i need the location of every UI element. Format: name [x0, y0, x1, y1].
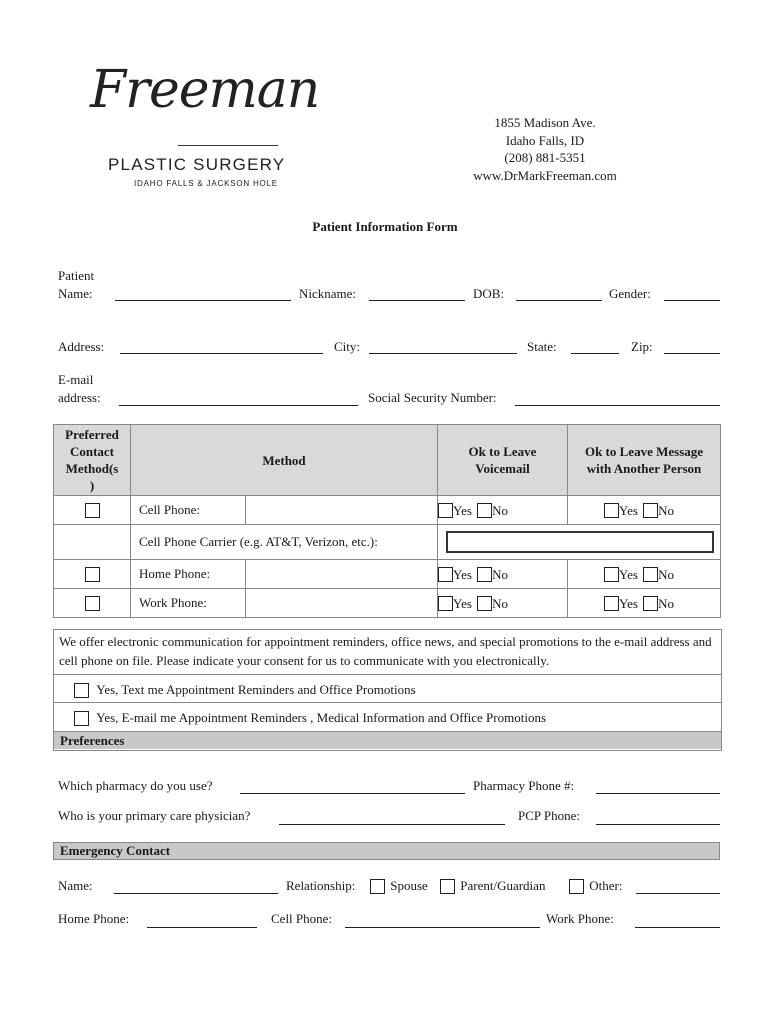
email-label-1: E-mail	[58, 372, 94, 387]
spouse-label: Spouse	[390, 878, 428, 894]
work-message-no-checkbox[interactable]	[643, 596, 658, 611]
patient-label: Patient	[58, 268, 95, 283]
emergency-name-label: Name:	[58, 878, 93, 893]
cell-phone-label: Cell Phone:	[131, 496, 246, 525]
zip-field[interactable]	[664, 353, 720, 354]
other-label: Other:	[589, 878, 623, 894]
consent-text-row	[54, 674, 721, 703]
address-field[interactable]	[120, 353, 323, 354]
carrier-field[interactable]	[446, 531, 714, 553]
work-phone-preferred-checkbox[interactable]	[85, 596, 100, 611]
relationship-other-field[interactable]	[636, 893, 720, 894]
consent-email-label: Yes, E-mail me Appointment Reminders , Medical Information and Office Promotions	[96, 710, 547, 726]
relationship-other-checkbox[interactable]	[569, 879, 584, 894]
emergency-work-phone-field[interactable]	[635, 927, 720, 928]
address-city: Idaho Falls, ID	[505, 132, 585, 148]
email-label-2: address:	[58, 390, 101, 405]
work-phone-label: Work Phone:	[131, 589, 246, 618]
logo-name: PLASTIC SURGERY	[108, 155, 286, 174]
work-voicemail-no-checkbox[interactable]	[477, 596, 492, 611]
row-work-phone: Work Phone: Yes No Yes No	[54, 589, 721, 618]
electronic-consent-box	[53, 629, 722, 751]
header-message: Ok to Leave Message with Another Person	[568, 425, 721, 496]
state-field[interactable]	[571, 353, 619, 354]
cell-voicemail-no-checkbox[interactable]	[477, 503, 492, 518]
pharmacy-phone-field[interactable]	[596, 793, 720, 794]
home-voicemail-no-checkbox[interactable]	[477, 567, 492, 582]
address-phone: (208) 881-5351	[504, 150, 586, 165]
nickname-label: Nickname:	[299, 286, 357, 301]
home-message-no-checkbox[interactable]	[643, 567, 658, 582]
form-title: Patient Information Form	[312, 219, 458, 234]
city-label: City:	[334, 339, 361, 354]
pharmacy-field[interactable]	[240, 793, 465, 794]
cell-phone-preferred-checkbox[interactable]	[85, 503, 100, 518]
name-label: Name:	[58, 286, 93, 301]
pcp-phone-label: PCP Phone:	[518, 808, 581, 823]
email-field[interactable]	[119, 405, 358, 406]
work-message-yes-checkbox[interactable]	[604, 596, 619, 611]
dob-label: DOB:	[473, 286, 505, 301]
row-cell-phone: Cell Phone: Yes No Yes No	[54, 496, 721, 525]
address-web: www.DrMarkFreeman.com	[473, 167, 617, 183]
row-home-phone: Home Phone: Yes No Yes No	[54, 560, 721, 589]
relationship-label: Relationship:	[286, 878, 356, 893]
ssn-field[interactable]	[515, 405, 720, 406]
emergency-home-phone-label: Home Phone:	[58, 911, 130, 926]
nickname-field[interactable]	[369, 300, 465, 301]
pcp-phone-field[interactable]	[596, 824, 720, 825]
state-label: State:	[527, 339, 557, 354]
relationship-parent-checkbox[interactable]	[440, 879, 455, 894]
relationship-spouse-checkbox[interactable]	[370, 879, 385, 894]
electronic-consent-intro: We offer electronic communication for appointment reminders, office news, and special promotions to the e-mail address and cell phone on file. Please indicate your consent for us to communicate with you electronically.	[59, 634, 712, 668]
logo-script: Freeman	[90, 60, 320, 120]
emergency-work-phone-label: Work Phone:	[546, 911, 614, 926]
address-label: Address:	[58, 339, 105, 354]
gender-label: Gender:	[609, 286, 651, 301]
pcp-field[interactable]	[279, 824, 505, 825]
ssn-label: Social Security Number:	[368, 390, 497, 405]
emergency-contact-header: Emergency Contact	[53, 842, 720, 860]
consent-email-row	[54, 702, 721, 731]
parent-label: Parent/Guardian	[460, 878, 546, 894]
zip-label: Zip:	[631, 339, 653, 354]
work-voicemail-yes-checkbox[interactable]	[438, 596, 453, 611]
home-phone-preferred-checkbox[interactable]	[85, 567, 100, 582]
cell-message-no-checkbox[interactable]	[643, 503, 658, 518]
header-method: Method	[131, 425, 438, 496]
header-preferred: Preferred Contact Method(s )	[54, 425, 131, 496]
cell-phone-number-field[interactable]	[246, 496, 438, 525]
cell-message-yes-checkbox[interactable]	[604, 503, 619, 518]
emergency-name-field[interactable]	[114, 893, 278, 894]
logo-divider	[178, 145, 278, 146]
emergency-cell-phone-field[interactable]	[345, 927, 540, 928]
header-voicemail: Ok to Leave Voicemail	[438, 425, 568, 496]
patient-name-field[interactable]	[115, 300, 291, 301]
consent-email-checkbox[interactable]	[74, 711, 89, 726]
home-phone-number-field[interactable]	[246, 560, 438, 589]
preferences-header: Preferences	[54, 731, 721, 749]
home-phone-label: Home Phone:	[131, 560, 246, 589]
row-carrier	[54, 525, 721, 560]
cell-voicemail-yes-checkbox[interactable]	[438, 503, 453, 518]
home-message-yes-checkbox[interactable]	[604, 567, 619, 582]
logo-subtitle: IDAHO FALLS & JACKSON HOLE	[134, 179, 278, 188]
work-phone-number-field[interactable]	[246, 589, 438, 618]
consent-text-checkbox[interactable]	[74, 683, 89, 698]
emergency-home-phone-field[interactable]	[147, 927, 257, 928]
address-street: 1855 Madison Ave.	[494, 115, 596, 130]
emergency-cell-phone-label: Cell Phone:	[271, 911, 333, 926]
pharmacy-phone-label: Pharmacy Phone #:	[473, 778, 575, 793]
city-field[interactable]	[369, 353, 517, 354]
contact-method-table	[53, 424, 721, 618]
pcp-label: Who is your primary care physician?	[58, 808, 251, 823]
dob-field[interactable]	[516, 300, 602, 301]
home-voicemail-yes-checkbox[interactable]	[438, 567, 453, 582]
pharmacy-label: Which pharmacy do you use?	[58, 778, 213, 793]
consent-text-label: Yes, Text me Appointment Reminders and Office Promotions	[96, 682, 416, 698]
gender-field[interactable]	[664, 300, 720, 301]
clinic-address	[440, 114, 650, 184]
carrier-label: Cell Phone Carrier (e.g. AT&T, Verizon, etc.):	[131, 525, 438, 560]
